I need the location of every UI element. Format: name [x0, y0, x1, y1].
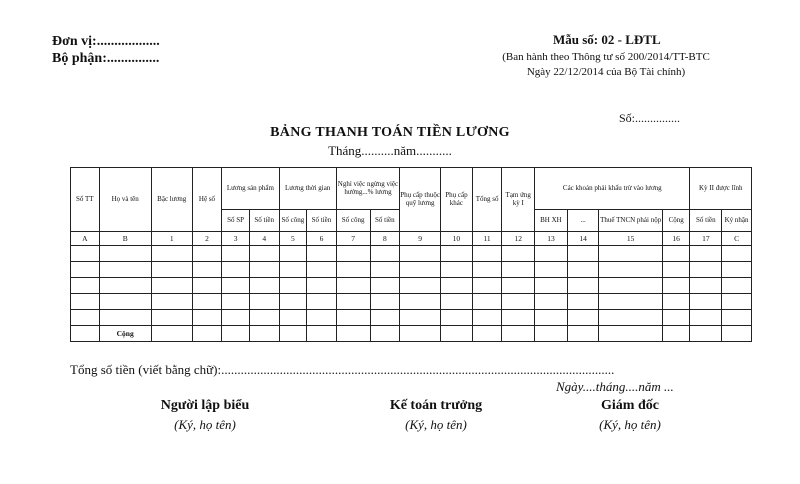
issued-date-note: Ngày 22/12/2014 của Bộ Tài chính) — [526, 66, 686, 78]
unit-field: Đơn vị:.................. — [52, 34, 160, 49]
column-code: C — [722, 232, 752, 246]
date-line: Ngày....tháng....năm ... — [556, 379, 674, 394]
sub-days: Số công — [336, 210, 370, 232]
header-period-two: Kỳ II được lĩnh — [690, 168, 752, 210]
column-code: 5 — [279, 232, 307, 246]
column-code: 14 — [567, 232, 599, 246]
sub-bhxh: BH XH — [535, 210, 568, 232]
header-coef: Hệ số — [192, 168, 222, 232]
column-code: 8 — [370, 232, 400, 246]
column-code: 17 — [690, 232, 722, 246]
column-code: B — [99, 232, 151, 246]
sub-amount: Số tiền — [307, 210, 337, 232]
table-row — [71, 246, 752, 262]
column-code: 15 — [599, 232, 662, 246]
header-name: Họ và tên — [99, 168, 151, 232]
column-code: 4 — [249, 232, 279, 246]
column-code: 1 — [151, 232, 192, 246]
sub-amount: Số tiền — [370, 210, 400, 232]
column-code: 12 — [502, 232, 535, 246]
header-stt: Số TT — [71, 168, 100, 232]
signer-note-chief-accountant: (Ký, họ tên) — [405, 417, 467, 432]
sub-income-tax: Thuế TNCN phải nộp — [599, 210, 662, 232]
signer-note-preparer: (Ký, họ tên) — [174, 417, 236, 432]
header-time-salary: Lương thời gian — [279, 168, 336, 210]
column-code: 16 — [662, 232, 690, 246]
sub-sum: Cộng — [662, 210, 690, 232]
signer-title-director: Giám đốc — [601, 398, 659, 413]
table-row — [71, 262, 752, 278]
column-code: 3 — [222, 232, 250, 246]
column-code: 2 — [192, 232, 222, 246]
sub-days: Số công — [279, 210, 307, 232]
month-year-line: Tháng..........năm........... — [328, 143, 452, 158]
header-row-1 — [71, 168, 752, 210]
table-row — [71, 278, 752, 294]
total-in-words: Tổng số tiền (viết bằng chữ):......................................................................................................................... — [70, 362, 615, 377]
table-row — [71, 310, 752, 326]
column-code-row — [71, 232, 752, 246]
column-code: 13 — [535, 232, 568, 246]
total-row-label: Cộng — [99, 326, 151, 342]
sub-sign: Ký nhận — [722, 210, 752, 232]
form-number: Mẫu số: 02 - LĐTL — [553, 32, 661, 47]
header-product-salary: Lương sản phẩm — [222, 168, 279, 210]
document-number-field: Số:............... — [619, 111, 681, 125]
header-deductions: Các khoản phải khấu trừ vào lương — [535, 168, 690, 210]
signer-title-chief-accountant: Kế toán trưởng — [389, 398, 483, 413]
header-total: Tổng số — [472, 168, 502, 232]
header-advance: Tạm ứng kỳ I — [502, 168, 535, 232]
header-allowance-fund: Phụ cấp thuộc quỹ lương — [400, 168, 441, 232]
column-code: 11 — [472, 232, 502, 246]
header-rank: Bậc lương — [151, 168, 192, 232]
column-code: 6 — [307, 232, 337, 246]
sub-other-deduction: ... — [567, 210, 599, 232]
department-field: Bộ phận:............... — [52, 51, 160, 66]
column-code: 9 — [400, 232, 441, 246]
header-allowance-other: Phụ cấp khác — [441, 168, 473, 232]
sub-qty-sp: Số SP — [222, 210, 250, 232]
issued-by-note: (Ban hành theo Thông tư số 200/2014/TT-BTC — [502, 51, 710, 63]
header-leave-salary: Nghỉ việc ngừng việc hưởng...% lương — [336, 168, 399, 210]
payroll-table — [70, 167, 752, 342]
table-row — [71, 294, 752, 310]
column-code: 7 — [336, 232, 370, 246]
column-code: A — [71, 232, 100, 246]
sub-amount: Số tiền — [690, 210, 722, 232]
signer-note-director: (Ký, họ tên) — [599, 417, 661, 432]
page-title: BẢNG THANH TOÁN TIỀN LƯƠNG — [270, 125, 510, 140]
signer-title-preparer: Người lập biểu — [160, 398, 250, 413]
sub-amount: Số tiền — [249, 210, 279, 232]
column-code: 10 — [441, 232, 473, 246]
total-row — [71, 326, 752, 342]
